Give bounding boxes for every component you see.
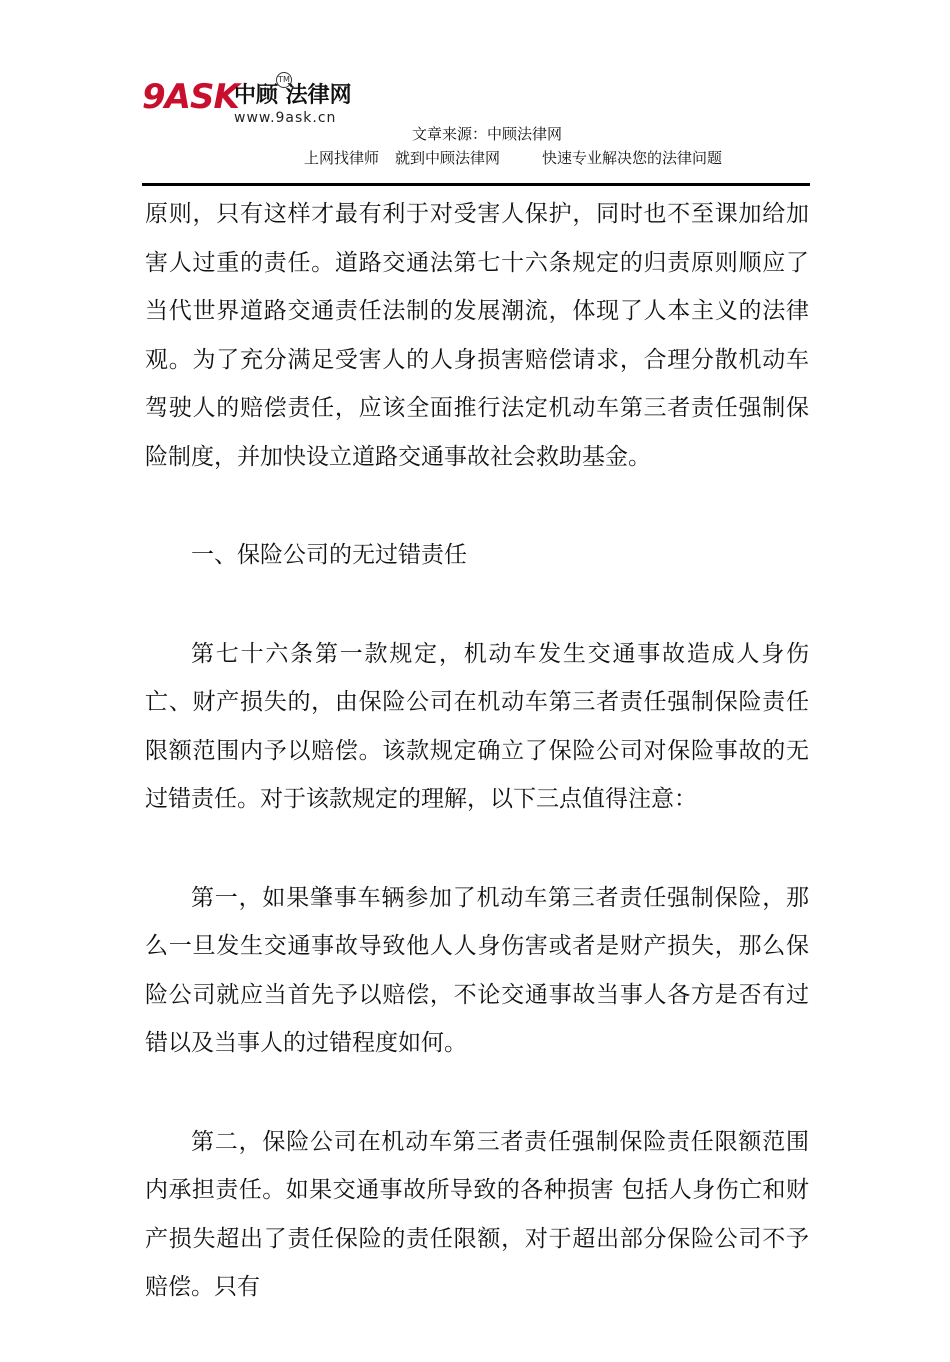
article-source: 文章来源：中顾法律网 bbox=[412, 125, 563, 143]
logo-mark: 9ASK bbox=[142, 77, 239, 117]
logo-url: www.9ask.cn bbox=[234, 110, 337, 126]
tagline-part-1: 上网找律师 bbox=[304, 149, 380, 167]
site-logo[interactable] bbox=[142, 74, 382, 134]
paragraph: 原则，只有这样才最有利于对受害人保护，同时也不至课加给加害人过重的责任。道路交通法第七十六条规定的归责原则顺应了当代世界道路交通责任法制的发展潮流，体现了人本主义的法律观。为了充分满足受害人的人身损害赔偿请求，合理分散机动车驾驶人的赔偿责任，应该全面推行法定机动车第三者责任强制保险制度，并加快设立道路交通事故社会救助基金。 bbox=[145, 201, 809, 470]
section-heading: 一、保险公司的无过错责任 bbox=[191, 542, 467, 568]
tagline-part-3: 快速专业解决您的法律问题 bbox=[542, 149, 723, 167]
trademark-icon: TM bbox=[276, 72, 292, 88]
header-divider bbox=[142, 183, 810, 186]
paragraph: 第一，如果肇事车辆参加了机动车第三者责任强制保险，那么一旦发生交通事故导致他人人身伤害或者是财产损失，那么保险公司就应当首先予以赔偿，不论交通事故当事人各方是否有过错以及当事人的过错程度如何。 bbox=[145, 884, 809, 1056]
header-tagline bbox=[304, 148, 722, 168]
paragraph: 第二，保险公司在机动车第三者责任强制保险责任限额范围内承担责任。如果交通事故所导致的各种损害 包括人身伤亡和财产损失超出了责任保险的责任限额，对于超出部分保险公司不予赔偿。只有 bbox=[145, 1128, 809, 1300]
article-body bbox=[145, 190, 809, 1362]
logo-brand: 中顾 法律网 bbox=[234, 83, 352, 108]
paragraph: 第七十六条第一款规定，机动车发生交通事故造成人身伤亡、财产损失的，由保险公司在机动车第三者责任强制保险责任限额范围内予以赔偿。该款规定确立了保险公司对保险事故的无过错责任。对于该款规定的理解，以下三点值得注意： bbox=[145, 640, 809, 812]
tagline-part-2: 就到中顾法律网 bbox=[395, 149, 501, 167]
